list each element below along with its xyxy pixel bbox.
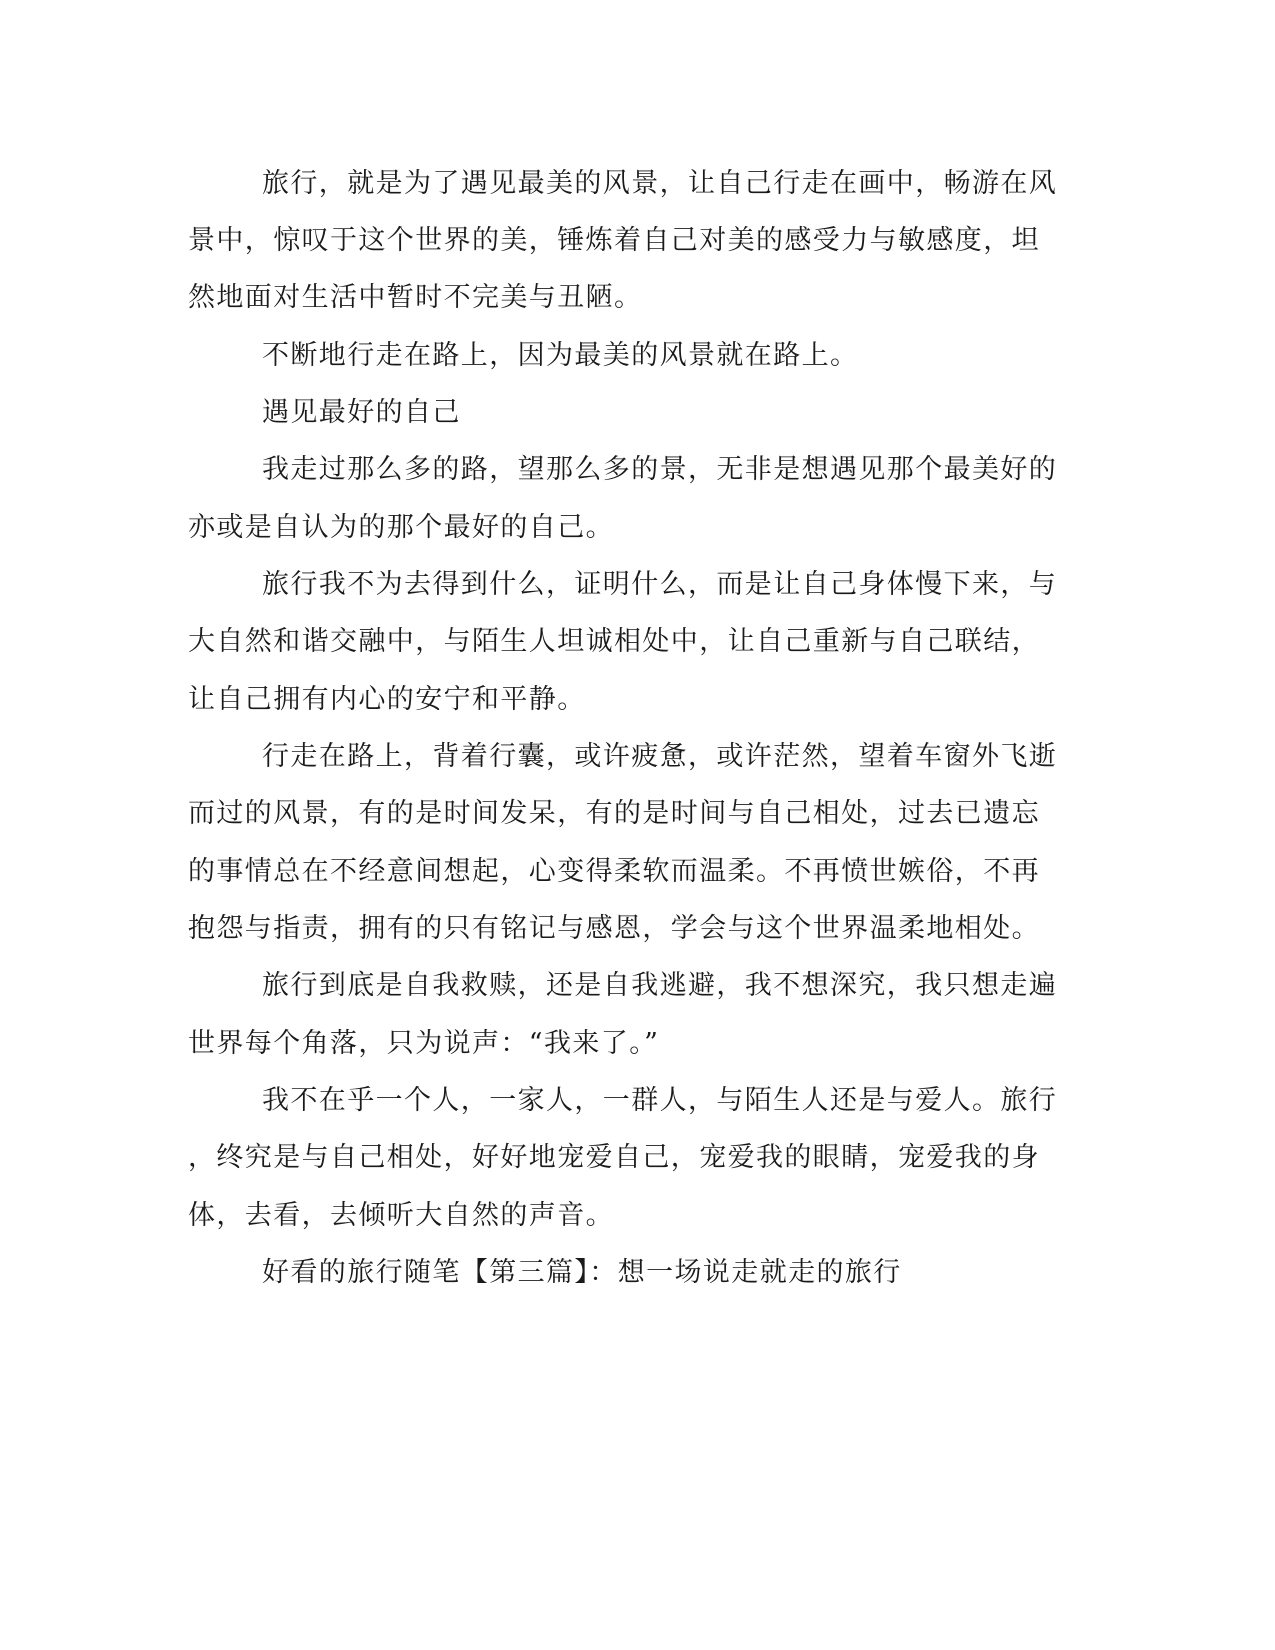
paragraph-3-line-2: 亦或是自认为的那个最好的自己。 — [188, 512, 614, 543]
paragraph-4-line-2: 大自然和谐交融中，与陌生人坦诚相处中，让自己重新与自己联结， — [188, 626, 1040, 657]
paragraph-2-line-1: 不断地行走在路上，因为最美的风景就在路上。 — [262, 340, 859, 371]
paragraph-5-line-4: 抱怨与指责，拥有的只有铭记与感恩，学会与这个世界温柔地相处。 — [188, 913, 1040, 944]
section-heading: 遇见最好的自己 — [262, 397, 461, 428]
paragraph-5-line-3: 的事情总在不经意间想起，心变得柔软而温柔。不再愤世嫉俗，不再 — [188, 856, 1040, 887]
paragraph-7-line-2: ，终究是与自己相处，好好地宠爱自己，宠爱我的眼睛，宠爱我的身 — [188, 1142, 1040, 1173]
paragraph-5-line-1: 行走在路上，背着行囊，或许疲惫，或许茫然，望着车窗外飞逝 — [262, 741, 1058, 772]
article-title-part-three: 好看的旅行随笔【第三篇】：想一场说走就走的旅行 — [262, 1257, 902, 1288]
paragraph-7-line-3: 体，去看，去倾听大自然的声音。 — [188, 1200, 614, 1231]
paragraph-1-line-3: 然地面对生活中暂时不完美与丑陋。 — [188, 282, 643, 313]
paragraph-3-line-1: 我走过那么多的路，望那么多的景，无非是想遇见那个最美好的 — [262, 454, 1058, 485]
paragraph-6-line-2: 世界每个角落，只为说声：“我来了。” — [188, 1028, 660, 1059]
paragraph-4-line-1: 旅行我不为去得到什么，证明什么，而是让自己身体慢下来，与 — [262, 569, 1058, 600]
paragraph-4-line-3: 让自己拥有内心的安宁和平静。 — [188, 684, 586, 715]
paragraph-1-line-2: 景中，惊叹于这个世界的美，锤炼着自己对美的感受力与敏感度，坦 — [188, 225, 1040, 256]
paragraph-7-line-1: 我不在乎一个人，一家人，一群人，与陌生人还是与爱人。旅行 — [262, 1085, 1058, 1116]
paragraph-6-line-1: 旅行到底是自我救赎，还是自我逃避，我不想深究，我只想走遍 — [262, 970, 1058, 1001]
paragraph-5-line-2: 而过的风景，有的是时间发呆，有的是时间与自己相处，过去已遗忘 — [188, 798, 1040, 829]
paragraph-1-line-1: 旅行，就是为了遇见最美的风景，让自己行走在画中，畅游在风 — [262, 168, 1058, 199]
